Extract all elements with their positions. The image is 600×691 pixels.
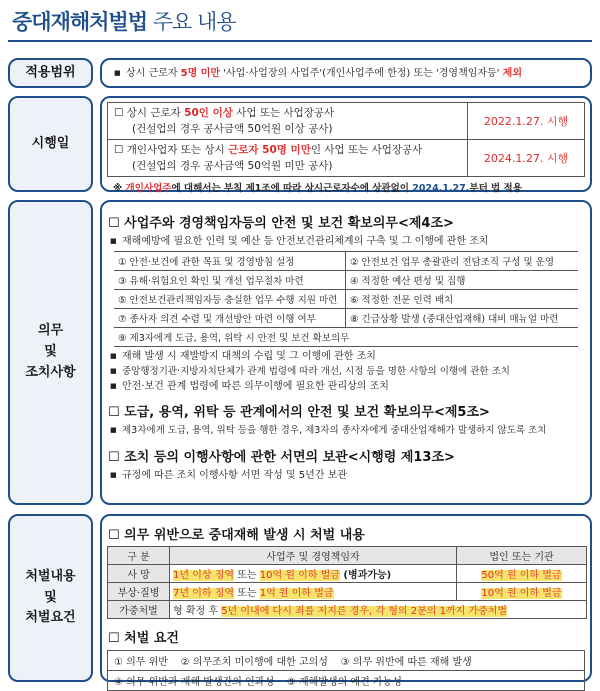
duty-item: ② 안전보건 업무 총괄관리 전담조직 구성 및 운영: [346, 252, 578, 271]
title-divider: [8, 40, 592, 42]
effective-label: 시행일: [8, 96, 93, 192]
duty-item: ③ 유해·위험요인 확인 및 개선 업무절차 마련: [114, 271, 346, 290]
scope-text: ■ 상시 근로자 5명 미만 '사업·사업장의 사업주'(개인사업주에 한정) 또는 '경영책임자등' 제외: [112, 66, 580, 81]
effective-date-2: 2024.1.27. 시행: [483, 152, 569, 165]
table-row: 가중처벌 형 확정 후 5년 이내에 다시 죄를 저지른 경우, 각 형의 2분의 1까지 가중처벌: [108, 601, 587, 619]
requirements-row-1: ① 의무 위반 ② 의무조치 미이행에 대한 고의성 ③ 의무 위반에 따른 재해 발생: [108, 651, 584, 671]
duty-heading-2: ☐ 도급, 용역, 위탁 등 관계에서의 안전 및 보건 확보의무<제5조>: [108, 405, 490, 420]
duty-item: ⑧ 긴급상황 발생 (중대산업재해) 대비 매뉴얼 마련: [346, 309, 578, 328]
duty-item: ① 안전·보건에 관한 목표 및 경영방침 설정: [114, 252, 346, 271]
effective-row-1: ☐ 상시 근로자 50인 이상 사업 또는 사업장공사 (건설업의 경우 공사금액 50억원 이상 공사): [108, 103, 468, 139]
duty-items-grid: [114, 251, 578, 328]
penalty-box: [100, 514, 592, 688]
duty-item-9: ⑨ 제3자에게 도급, 용역, 위탁 시 안전 및 보건 확보의무: [114, 328, 578, 347]
duty-item: ⑤ 안전보건관리책임자등 충실한 업무 수행 지원 마련: [114, 290, 346, 309]
duty-box: [100, 200, 592, 505]
duty-bullet-1: ■ 재해예방에 필요한 인력 및 예산 등 안전보건관리체계의 구축 및 그 이행에 관한 조치: [108, 234, 584, 249]
duty-item: ④ 적정한 예산 편성 및 집행: [346, 271, 578, 290]
penalty-heading-2: ☐ 처벌 요건: [108, 631, 179, 646]
table-header: 사업주 및 경영책임자: [170, 547, 457, 565]
effective-note: ※ 개인사업주에 대해서는 부칙 제1조에 따라 상시근로자수에 상관없이 2024.1.27.부터 법 적용: [113, 183, 522, 194]
effective-row-2: ☐ 개인사업자 또는 상시 근로자 50명 미만인 사업 또는 사업장공사 (건설업의 경우 공사금액 50억원 미만 공사): [108, 140, 468, 176]
duty-item: ⑥ 적정한 전문 인력 배치: [346, 290, 578, 309]
table-row: 사 망 1년 이상 징역 또는 10억 원 이하 벌금 (병과가능) 50억 원 이하 벌금: [108, 565, 587, 583]
penalty-table: [107, 546, 587, 619]
duty-bullet-6: ■ 규정에 따른 조치 이행사항 서면 작성 및 5년간 보관: [108, 468, 584, 483]
duty-label: 의무 및 조치사항: [8, 200, 93, 505]
duty-bullet-3: ■ 중앙행정기관·지방자치단체가 관계 법령에 따라 개선, 시정 등을 명한 사항의 이행에 관한 조치: [108, 364, 584, 379]
penalty-heading-1: ☐ 의무 위반으로 중대재해 발생 시 처벌 내용: [108, 528, 365, 543]
duty-item: ⑦ 종사자 의견 수렴 및 개선방안 마련 이행 여부: [114, 309, 346, 328]
duty-bullet-2: ■ 재해 발생 시 재발방지 대책의 수립 및 그 이행에 관한 조치: [108, 349, 584, 364]
scope-label: 적용범위: [8, 58, 93, 88]
requirements-row-2: ④ 의무 위반과 재해 발생간의 인과성 ⑤ 재해발생의 예견 가능성: [114, 677, 402, 688]
effective-box: [100, 96, 592, 192]
table-header: 법인 또는 기관: [457, 547, 587, 565]
scope-box: [100, 58, 592, 88]
table-header: 구 분: [108, 547, 170, 565]
penalty-requirements: [107, 650, 585, 691]
effective-date-1: 2022.1.27. 시행: [483, 115, 569, 128]
duty-heading-1: ☐ 사업주와 경영책임자등의 안전 및 보건 확보의무<제4조>: [108, 216, 454, 231]
duty-bullet-5: ■ 제3자에게 도급, 용역, 위탁 등을 행한 경우, 제3자의 종사자에게 중대산업재해가 발생하지 않도록 조치: [108, 423, 584, 438]
duty-bullet-4: ■ 안전·보건 관계 법령에 따른 의무이행에 필요한 관리상의 조치: [108, 379, 584, 394]
page-title: 중대재해처벌법 주요 내용: [12, 10, 236, 34]
penalty-label: 처벌내용 및 처벌요건: [8, 514, 93, 682]
duty-heading-3: ☐ 조치 등의 이행사항에 관한 서면의 보관<시행령 제13조>: [108, 450, 455, 465]
table-row: 부상·질병 7년 이하 징역 또는 1억 원 이하 벌금 10억 원 이하 벌금: [108, 583, 587, 601]
